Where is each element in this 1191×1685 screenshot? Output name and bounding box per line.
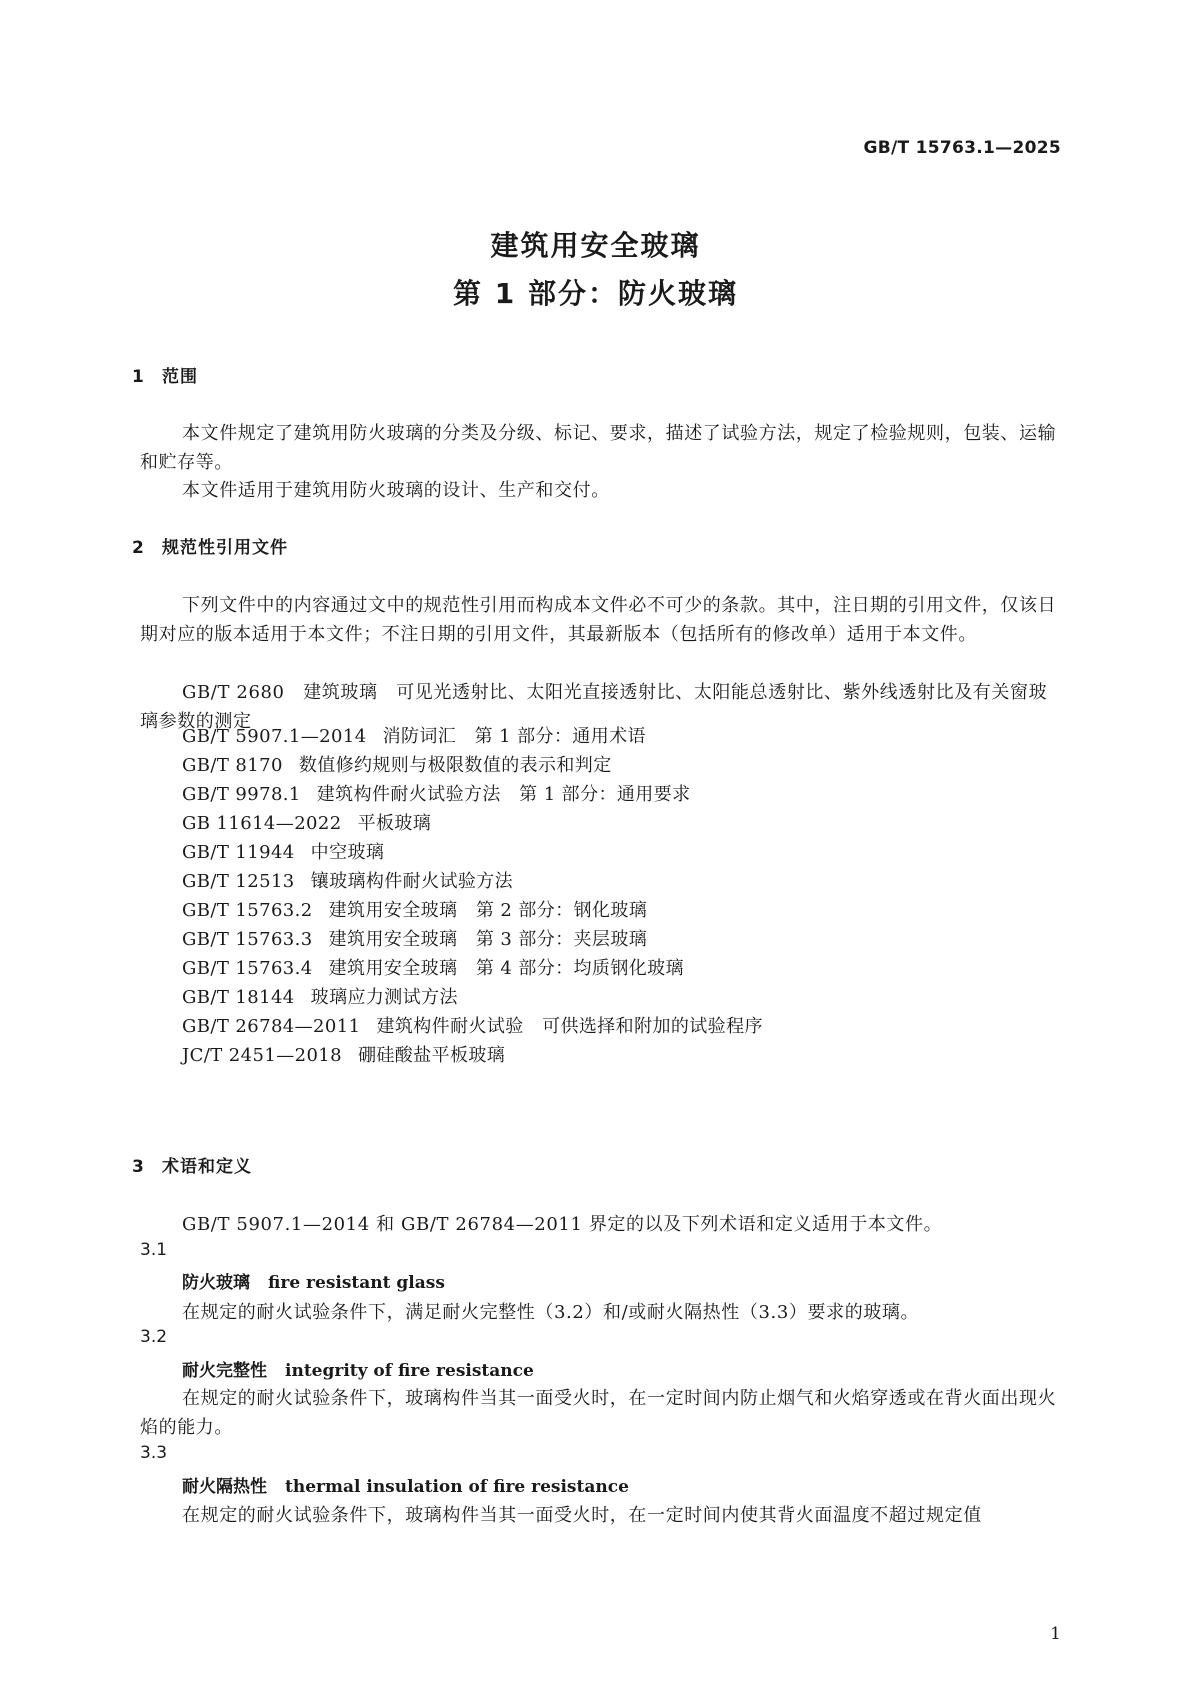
reference-item: GB/T 9978.1 建筑构件耐火试验方法 第 1 部分：通用要求 — [182, 784, 691, 805]
reference-item: GB/T 18144 玻璃应力测试方法 — [182, 987, 458, 1008]
term-number: 3.3 — [140, 1443, 168, 1463]
reference-item: GB/T 11944 中空玻璃 — [182, 842, 385, 863]
reference-item: GB/T 12513 镶玻璃构件耐火试验方法 — [182, 871, 514, 892]
term-name-zh: 防火玻璃 — [182, 1273, 250, 1293]
section-number: 3 — [132, 1157, 145, 1177]
section-title: 范围 — [162, 367, 198, 387]
reference-item: GB/T 26784—2011 建筑构件耐火试验 可供选择和附加的试验程序 — [182, 1016, 763, 1037]
section-2-intro: 下列文件中的内容通过文中的规范性引用而构成本文件必不可少的条款。其中，注日期的引用文件，仅该日期对应的版本适用于本文件；不注日期的引用文件，其最新版本（包括所有的修改单）适用于本文件。 — [140, 595, 1057, 645]
section-title: 术语和定义 — [162, 1157, 252, 1177]
section-number: 2 — [132, 538, 145, 558]
term-name-en: fire resistant glass — [268, 1273, 445, 1293]
section-1-paragraph-2: 本文件适用于建筑用防火玻璃的设计、生产和交付。 — [182, 480, 610, 501]
section-number: 1 — [132, 367, 145, 387]
term-definition: 在规定的耐火试验条件下，满足耐火完整性（3.2）和/或耐火隔热性（3.3）要求的玻璃。 — [182, 1302, 920, 1323]
section-1-heading — [132, 362, 198, 387]
term-name-en: integrity of fire resistance — [285, 1361, 534, 1381]
term-number: 3.2 — [140, 1327, 168, 1347]
term-name — [182, 1268, 445, 1293]
section-title: 规范性引用文件 — [162, 538, 288, 558]
title-line-1: 建筑用安全玻璃 — [490, 229, 701, 262]
page-number: 1 — [1050, 1624, 1061, 1644]
standard-code: GB/T 15763.1—2025 — [863, 138, 1061, 158]
section-3-intro: GB/T 5907.1—2014 和 GB/T 26784—2011 界定的以及下列术语和定义适用于本文件。 — [182, 1214, 943, 1235]
reference-item: GB/T 15763.4 建筑用安全玻璃 第 4 部分：均质钢化玻璃 — [182, 958, 684, 979]
term-definition: 在规定的耐火试验条件下，玻璃构件当其一面受火时，在一定时间内防止烟气和火焰穿透或在背火面出现火焰的能力。 — [140, 1388, 1057, 1438]
section-2-heading — [132, 533, 288, 558]
section-1-paragraph-1: 本文件规定了建筑用防火玻璃的分类及分级、标记、要求，描述了试验方法，规定了检验规则，包装、运输和贮存等。 — [140, 423, 1057, 473]
reference-item: JC/T 2451—2018 硼硅酸盐平板玻璃 — [182, 1045, 506, 1066]
reference-item-first: GB/T 2680 建筑玻璃 可见光透射比、太阳光直接透射比、太阳能总透射比、紫外线透射比及有关窗玻璃参数的测定 — [140, 682, 1048, 732]
term-name-zh: 耐火完整性 — [182, 1361, 267, 1381]
term-number: 3.1 — [140, 1240, 168, 1260]
reference-item: GB/T 8170 数值修约规则与极限数值的表示和判定 — [182, 755, 612, 776]
title-line-2: 第 1 部分：防火玻璃 — [453, 277, 738, 310]
document-title — [0, 222, 1191, 318]
reference-item: GB/T 15763.3 建筑用安全玻璃 第 3 部分：夹层玻璃 — [182, 929, 648, 950]
section-3-heading — [132, 1152, 252, 1177]
reference-item: GB/T 15763.2 建筑用安全玻璃 第 2 部分：钢化玻璃 — [182, 900, 648, 921]
term-name-en: thermal insulation of fire resistance — [285, 1477, 629, 1497]
reference-item: GB 11614—2022 平板玻璃 — [182, 813, 432, 834]
term-name-zh: 耐火隔热性 — [182, 1477, 267, 1497]
term-name — [182, 1472, 629, 1497]
reference-list — [182, 722, 763, 1070]
term-definition: 在规定的耐火试验条件下，玻璃构件当其一面受火时，在一定时间内使其背火面温度不超过规定值 — [182, 1505, 982, 1526]
reference-item: GB/T 5907.1—2014 消防词汇 第 1 部分：通用术语 — [182, 726, 646, 747]
term-name — [182, 1356, 534, 1381]
